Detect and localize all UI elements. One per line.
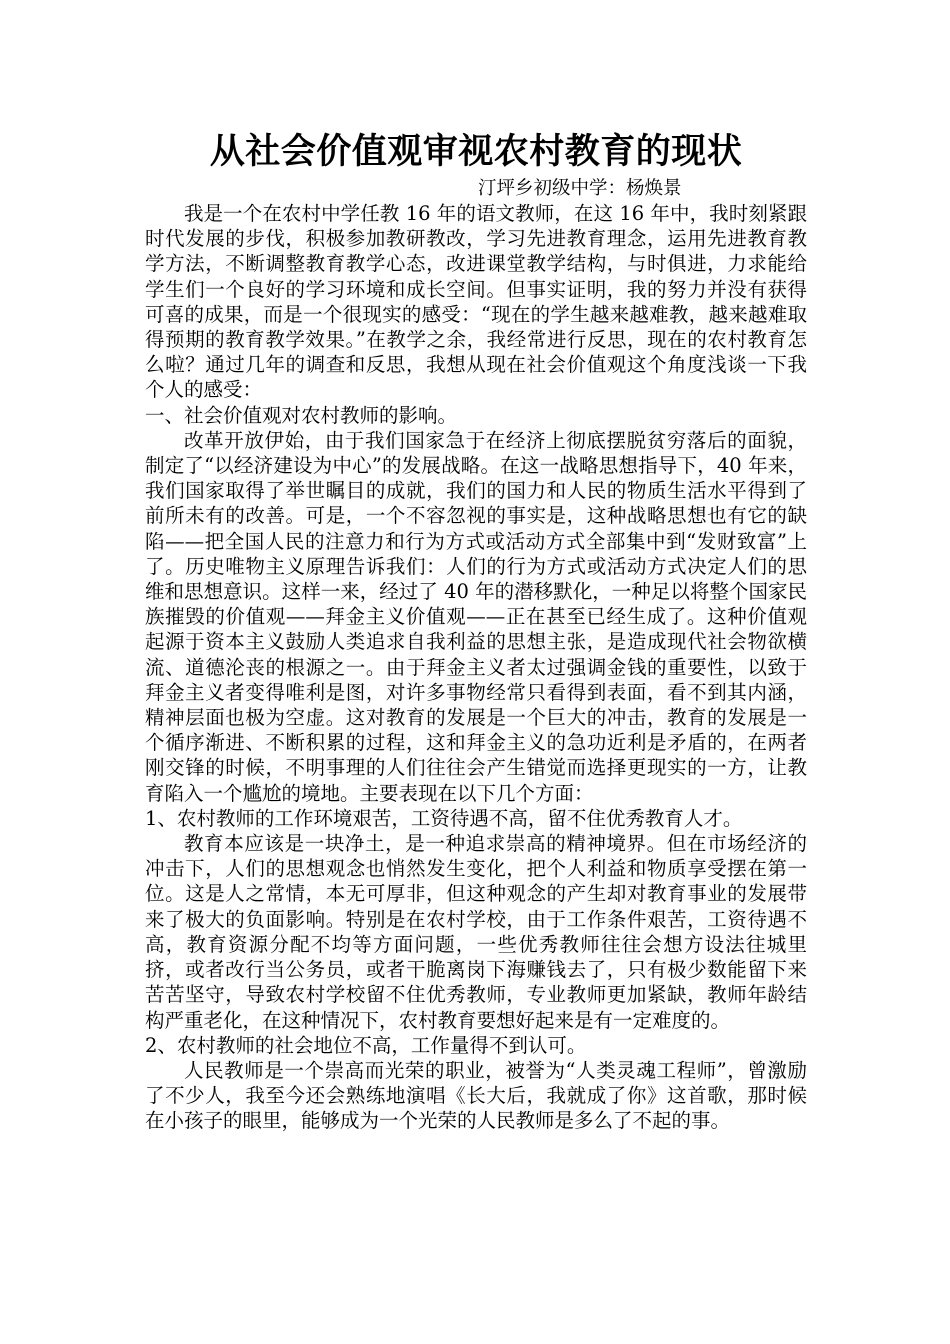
section-heading: 1、农村教师的工作环境艰苦，工资待遇不高，留不住优秀教育人才。: [145, 806, 743, 830]
document-page: [145, 128, 807, 1134]
document-body: [145, 201, 807, 1134]
body-paragraph: 教育本应该是一块净土，是一种追求崇高的精神境界。但在市场经济的冲击下，人们的思想观念也悄然发生变化，把个人利益和物质享受摆在第一位。这是人之常情，本无可厚非，但这种观念的产生却对教育事业的发展带来了极大的负面影响。特别是在农村学校，由于工作条件艰苦，工资待遇不高，教育资源分配不均等方面问题，一些优秀教师往往会想方设法往城里挤，或者改行当公务员，或者干脆离岗下海赚钱去了，只有极少数能留下来苦苦坚守，导致农村学校留不住优秀教师，专业教师更加紧缺，教师年龄结构严重老化，在这种情况下，农村教育要想好起来是有一定难度的。: [145, 832, 807, 1032]
document-title: 从社会价值观审视农村教育的现状: [209, 131, 743, 172]
section-heading: 一、社会价值观对农村教师的影响。: [145, 403, 458, 427]
body-paragraph: 改革开放伊始，由于我们国家急于在经济上彻底摆脱贫穷落后的面貌，制定了“以经济建设为中心”的发展战略。在这一战略思想指导下，40 年来，我们国家取得了举世瞩目的成就，我们的国力和人民的物质生活水平得到了前所未有的改善。可是，一个不容忽视的事实是，这种战略思想也有它的缺陷——把全国人民的注意力和行为方式或活动方式全部集中到“发财致富”上了。历史唯物主义原理告诉我们：人们的行为方式或活动方式决定人们的思维和思想意识。这样一来，经过了 40 年的潜移默化，一种足以将整个国家民族摧毁的价值观——拜金主义价值观——正在甚至已经生成了。这种价值观起源于资本主义鼓励人类追求自我利益的思想主张，是造成现代社会物欲横流、道德沦丧的根源之一。由于拜金主义者太过强调金钱的重要性，以致于拜金主义者变得唯利是图，对许多事物经常只看得到表面，看不到其内涵，精神层面也极为空虚。这对教育的发展是一个巨大的冲击，教育的发展是一个循序渐进、不断积累的过程，这和拜金主义的急功近利是矛盾的，在两者刚交锋的时候，不明事理的人们往往会产生错觉而选择更现实的一方，让教育陷入一个尴尬的境地。主要表现在以下几个方面：: [145, 428, 807, 805]
body-paragraph: 人民教师是一个崇高而光荣的职业，被誉为“人类灵魂工程师”，曾激励了不少人，我至今还会熟练地演唱《长大后，我就成了你》这首歌，那时候在小孩子的眼里，能够成为一个光荣的人民教师是多么了不起的事。: [145, 1058, 807, 1133]
author-line: 汀坪乡初级中学：杨焕景: [478, 178, 682, 199]
section-heading: 2、农村教师的社会地位不高，工作量得不到认可。: [145, 1033, 587, 1057]
body-paragraph: 我是一个在农村中学任教 16 年的语文教师，在这 16 年中，我时刻紧跟时代发展的步伐，积极参加教研教改，学习先进教育理念，运用先进教育教学方法，不断调整教育教学心态，改进课堂教学结构，与时俱进，力求能给学生们一个良好的学习环境和成长空间。但事实证明，我的努力并没有获得可喜的成果，而是一个很现实的感受：“现在的学生越来越难教，越来越难取得预期的教育教学效果。”在教学之余，我经常进行反思，现在的农村教育怎么啦？通过几年的调查和反思，我想从现在社会价值观这个角度浅谈一下我个人的感受：: [145, 202, 807, 402]
